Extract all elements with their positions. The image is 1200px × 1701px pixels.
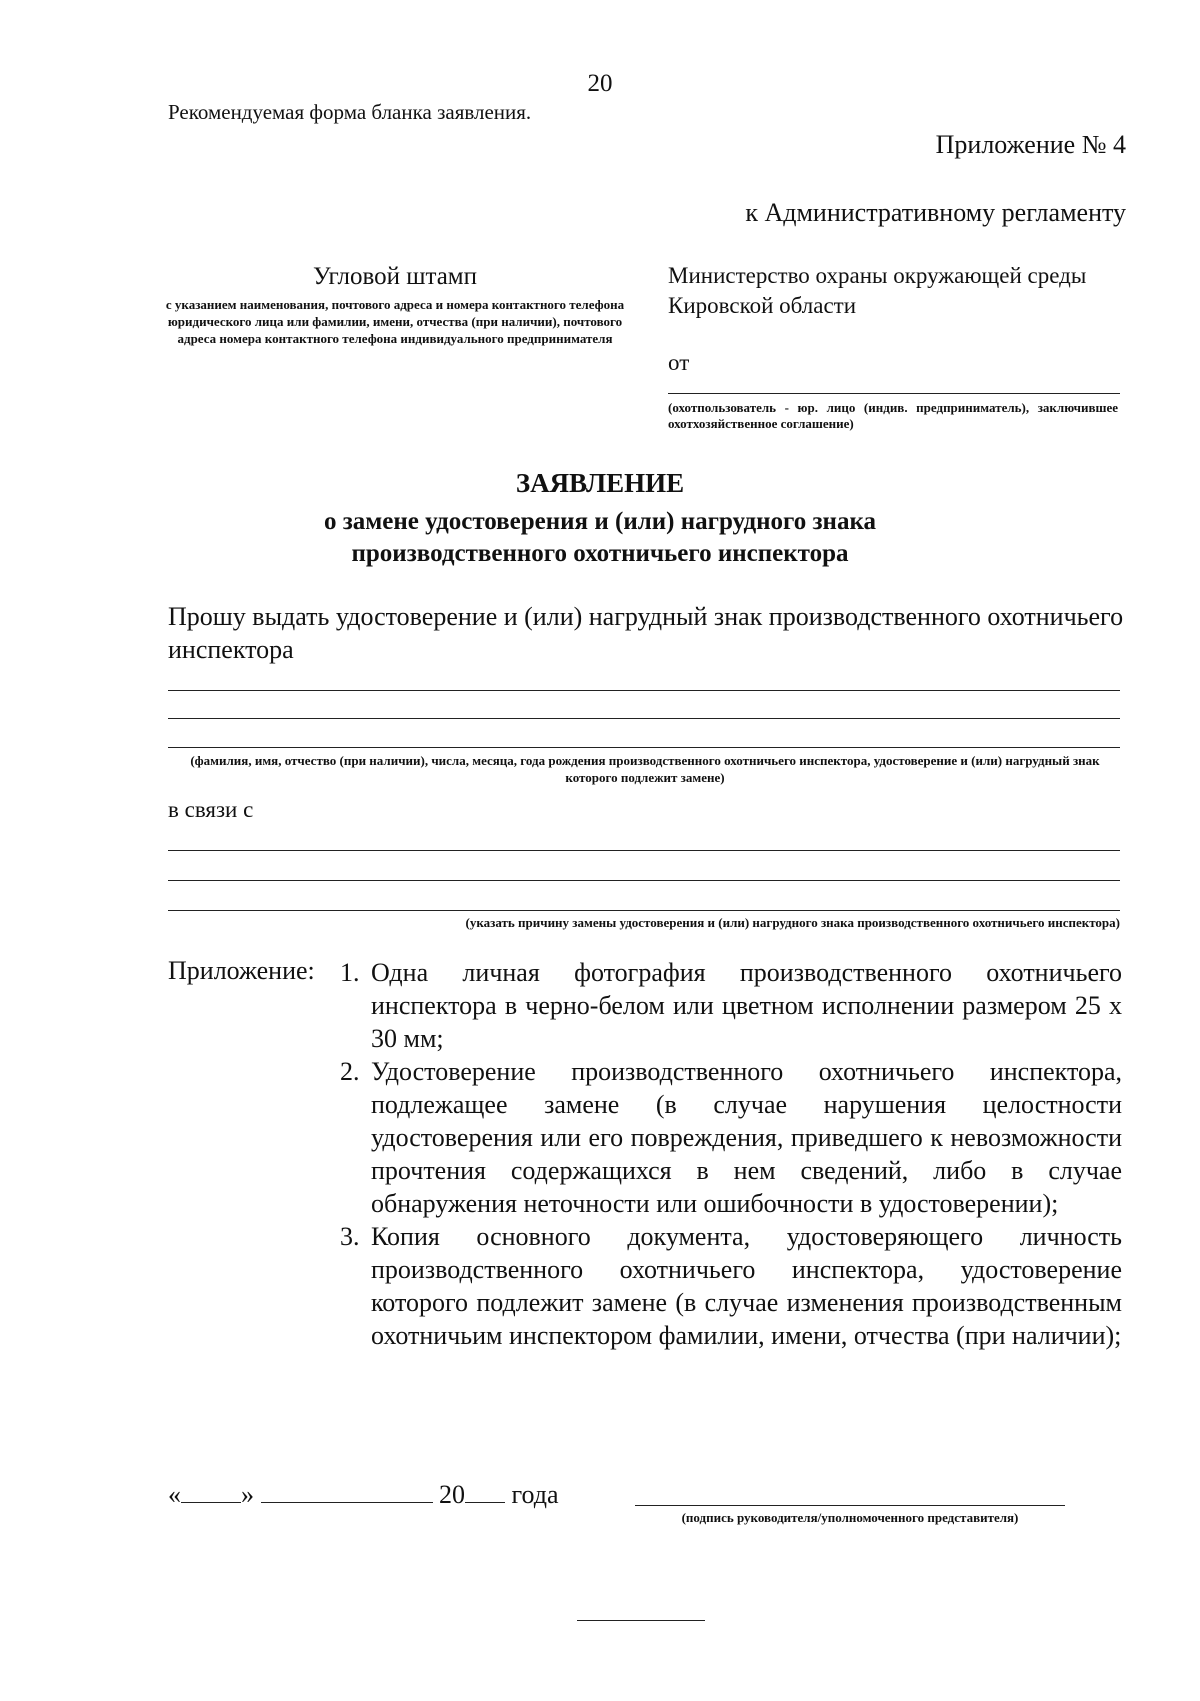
signature-field-line[interactable] (635, 1505, 1065, 1506)
corner-stamp-description: с указанием наименования, почтового адреса и номера контактного телефона юридического лица или фамилии, имени, отчества (при наличии), почтового адреса номера контактного телефона индивидуального предпринимателя (165, 297, 625, 346)
signature-field-note: (подпись руководителя/уполномоченного представителя) (681, 1510, 1019, 1525)
request-text: Прошу выдать удостоверение и (или) нагрудный знак производственного охотничьего инспектора (168, 602, 1124, 664)
document-title: ЗАЯВЛЕНИЕ (515, 468, 685, 498)
page-number: 20 (587, 70, 613, 97)
attachment-number: 2. (340, 1057, 360, 1086)
from-label: от (668, 350, 690, 375)
date-row (168, 1480, 559, 1510)
date-close-quote: » (241, 1480, 254, 1509)
attachment-item (340, 956, 1122, 1055)
inspector-field-line-3[interactable] (168, 747, 1120, 748)
year-field[interactable] (465, 1480, 505, 1503)
attachment-text: Одна личная фотография производственного охотничьего инспектора в черно-белом или цветном исполнении размером 25 х 30 мм; (371, 958, 1122, 1053)
inspector-field-line-1[interactable] (168, 690, 1120, 691)
from-field-note: (охотпользователь - юр. лицо (индив. предприниматель), заключившее охотхозяйственное соглашение) (668, 400, 1118, 431)
recommended-form-note: Рекомендуемая форма бланка заявления. (168, 100, 532, 124)
month-field[interactable] (261, 1480, 433, 1503)
subtitle-line-2: производственного охотничьего инспектора (351, 540, 849, 567)
inspector-field-line-2[interactable] (168, 718, 1120, 719)
from-field-line[interactable] (668, 393, 1120, 394)
document-subtitle (0, 506, 1200, 570)
year-prefix: 20 (439, 1480, 465, 1509)
subtitle-line-1: о замене удостоверения и (или) нагрудного знака (323, 508, 876, 535)
reason-field-line-3[interactable] (168, 910, 1120, 911)
year-word: года (511, 1480, 559, 1509)
attachment-text: Копия основного документа, удостоверяющего личность производственного охотничьего инспектора, удостоверение которого подлежит замене (в случае изменения производственным охотничьим инспектором фамилии, имени, отчества (при наличии); (371, 1222, 1122, 1350)
date-open-quote: « (168, 1480, 181, 1509)
annex-number: Приложение № 4 (935, 130, 1126, 159)
reason-field-line-2[interactable] (168, 880, 1120, 881)
regulation-reference: к Административному регламенту (745, 198, 1126, 227)
attachment-number: 1. (340, 958, 360, 987)
attachment-item (340, 1220, 1122, 1352)
inspector-field-note: (фамилия, имя, отчество (при наличии), числа, месяца, года рождения производственного охотничьего инспектора, удостоверение и (или) нагрудный знак которого подлежит замене) (190, 753, 1100, 785)
attachment-number: 3. (340, 1222, 360, 1251)
day-field[interactable] (181, 1480, 241, 1503)
attachments-label: Приложение: (168, 956, 315, 985)
reason-label: в связи с (168, 797, 254, 822)
attachments-list (340, 956, 1122, 1352)
attachment-item (340, 1055, 1122, 1220)
reason-field-note: (указать причину замены удостоверения и (или) нагрудного знака производственного охотничьего инспектора) (465, 915, 1120, 930)
reason-field-line-1[interactable] (168, 850, 1120, 851)
end-of-page-line (577, 1620, 705, 1621)
attachment-text: Удостоверение производственного охотничьего инспектора, подлежащее замене (в случае нарушения целостности удостоверения или его повреждения, приведшего к невозможности прочтения содержащихся в нем сведений, либо в случае обнаружения неточности или ошибочности в удостоверении); (371, 1057, 1122, 1218)
corner-stamp-title: Угловой штамп (312, 263, 477, 290)
addressee-ministry: Министерство охраны окружающей среды Кировской области (668, 263, 1087, 318)
